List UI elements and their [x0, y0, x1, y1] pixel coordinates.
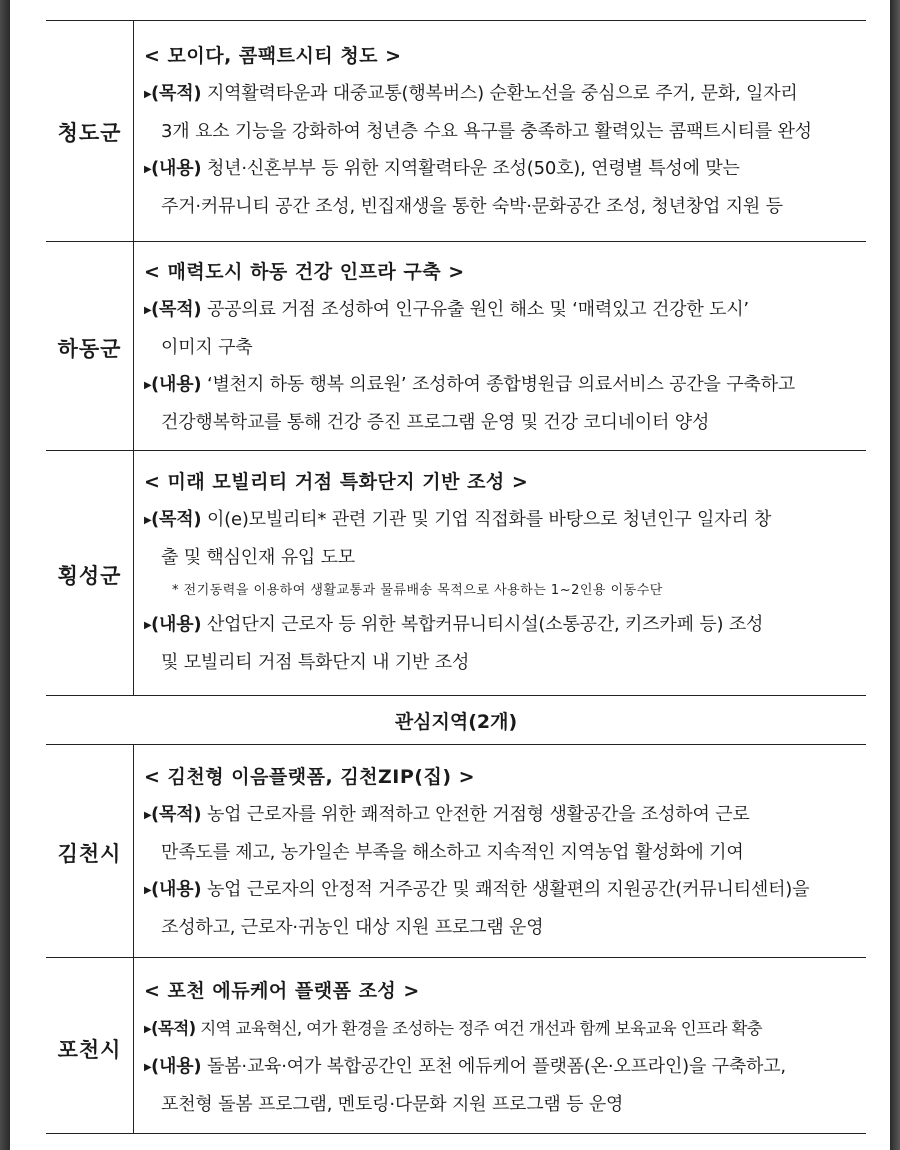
- project-cell: [144, 38, 859, 225]
- content-tag: (내용): [151, 374, 202, 395]
- content-text: ‘별천지 하동 행복 의료원’ 조성하여 종합병원급 의료서비스 공간을 구축하고: [201, 374, 796, 395]
- purpose-text: 3개 요소 기능을 강화하여 청년층 수요 욕구를 충족하고 활력있는 콤팩트시티를 완성: [161, 121, 812, 142]
- table-rule: [46, 450, 866, 451]
- right-triangle-icon: ▶: [144, 164, 152, 175]
- purpose-tag: (목적): [151, 83, 202, 104]
- region-label: 포천시: [57, 1038, 122, 1062]
- right-triangle-icon: ▶: [144, 380, 152, 391]
- content-text: 및 모빌리티 거점 특화단지 내 기반 조성: [161, 652, 470, 673]
- right-triangle-icon: ▶: [144, 885, 152, 896]
- purpose-text: 이(e)모빌리티* 관련 기관 및 기업 직접화를 바탕으로 청년인구 일자리 창: [201, 509, 772, 530]
- region-label: 청도군: [57, 121, 122, 145]
- purpose-text: 농업 근로자를 위한 쾌적하고 안전한 거점형 생활공간을 조성하여 근로: [201, 804, 750, 825]
- content-text: 포천형 돌봄 프로그램, 멘토링·다문화 지원 프로그램 등 운영: [161, 1094, 624, 1115]
- content-text: 돌봄·교육·여가 복합공간인 포천 에듀케어 플랫폼(온·오프라인)을 구축하고,: [201, 1056, 786, 1077]
- content-tag: (내용): [151, 1056, 202, 1077]
- section-heading: 관심지역(2개): [394, 711, 518, 733]
- right-triangle-icon: ▶: [144, 620, 152, 631]
- purpose-line: [144, 1010, 859, 1048]
- purpose-line: [144, 291, 859, 329]
- purpose-text: 지역활력타운과 대중교통(행복버스) 순환노선을 중심으로 주거, 문화, 일자리: [201, 83, 798, 104]
- table-rule: [46, 744, 866, 745]
- content-tag: (내용): [151, 614, 202, 635]
- project-title: < 포천 에듀케어 플랫폼 조성 >: [144, 980, 420, 1002]
- right-triangle-icon: ▶: [144, 1024, 152, 1035]
- right-triangle-icon: ▶: [144, 305, 152, 316]
- column-divider: [133, 744, 134, 1133]
- purpose-tag: (목적): [151, 1019, 196, 1038]
- purpose-text: 이미지 구축: [161, 337, 253, 358]
- project-title: < 모이다, 콤팩트시티 청도 >: [144, 45, 402, 67]
- project-cell: [144, 759, 859, 946]
- project-title: < 매력도시 하동 건강 인프라 구축 >: [144, 261, 465, 283]
- purpose-line: [144, 501, 859, 539]
- left-frame-edge: [0, 0, 10, 1150]
- table-rule: [46, 957, 866, 958]
- purpose-text: 출 및 핵심인재 유입 도모: [161, 547, 355, 568]
- project-cell: [144, 254, 859, 441]
- content-line: [144, 150, 859, 188]
- right-frame-edge: [890, 0, 900, 1150]
- project-cell: [144, 464, 859, 681]
- right-triangle-icon: ▶: [144, 1062, 152, 1073]
- purpose-tag: (목적): [151, 804, 202, 825]
- project-title: < 김천형 이음플랫폼, 김천ZIP(집) >: [144, 766, 476, 788]
- content-line: [144, 871, 859, 909]
- purpose-line: [144, 796, 859, 834]
- region-label: 하동군: [57, 337, 122, 361]
- content-line: [144, 366, 859, 404]
- table-rule: [46, 695, 866, 696]
- column-divider: [133, 20, 134, 695]
- content-text: 건강행복학교를 통해 건강 증진 프로그램 운영 및 건강 코디네이터 양성: [161, 412, 710, 433]
- table-rule: [46, 241, 866, 242]
- purpose-tag: (목적): [151, 299, 202, 320]
- content-tag: (내용): [151, 158, 202, 179]
- right-triangle-icon: ▶: [144, 515, 152, 526]
- purpose-tag: (목적): [151, 509, 202, 530]
- content-tag: (내용): [151, 879, 202, 900]
- table-rule-bottom: [46, 1133, 866, 1134]
- purpose-line: [144, 75, 859, 113]
- project-cell: [144, 973, 859, 1123]
- content-line: [144, 606, 859, 644]
- purpose-text: 공공의료 거점 조성하여 인구유출 원인 해소 및 ‘매력있고 건강한 도시’: [201, 299, 749, 320]
- purpose-text: 지역 교육혁신, 여가 환경을 조성하는 정주 여건 개선과 함께 보육교육 인프라 확충: [195, 1019, 763, 1038]
- region-label: 김천시: [57, 842, 122, 866]
- content-text: 산업단지 근로자 등 위한 복합커뮤니티시설(소통공간, 키즈카페 등) 조성: [201, 614, 764, 635]
- content-text: 농업 근로자의 안정적 거주공간 및 쾌적한 생활편의 지원공간(커뮤니티센터)을: [201, 879, 810, 900]
- footnote: * 전기동력을 이용하여 생활교통과 물류배송 목적으로 사용하는 1~2인용 이동수단: [172, 583, 663, 598]
- content-line: [144, 1048, 859, 1086]
- right-triangle-icon: ▶: [144, 810, 152, 821]
- content-text: 주거·커뮤니티 공간 조성, 빈집재생을 통한 숙박·문화공간 조성, 청년창업 지원 등: [161, 196, 783, 217]
- purpose-text: 만족도를 제고, 농가일손 부족을 해소하고 지속적인 지역농업 활성화에 기여: [161, 842, 744, 863]
- content-text: 조성하고, 근로자·귀농인 대상 지원 프로그램 운영: [161, 917, 544, 938]
- table-rule-top: [46, 20, 866, 21]
- right-triangle-icon: ▶: [144, 89, 152, 100]
- region-label: 횡성군: [57, 564, 122, 588]
- project-title: < 미래 모빌리티 거점 특화단지 기반 조성 >: [144, 471, 529, 493]
- content-text: 청년·신혼부부 등 위한 지역활력타운 조성(50호), 연령별 특성에 맞는: [201, 158, 740, 179]
